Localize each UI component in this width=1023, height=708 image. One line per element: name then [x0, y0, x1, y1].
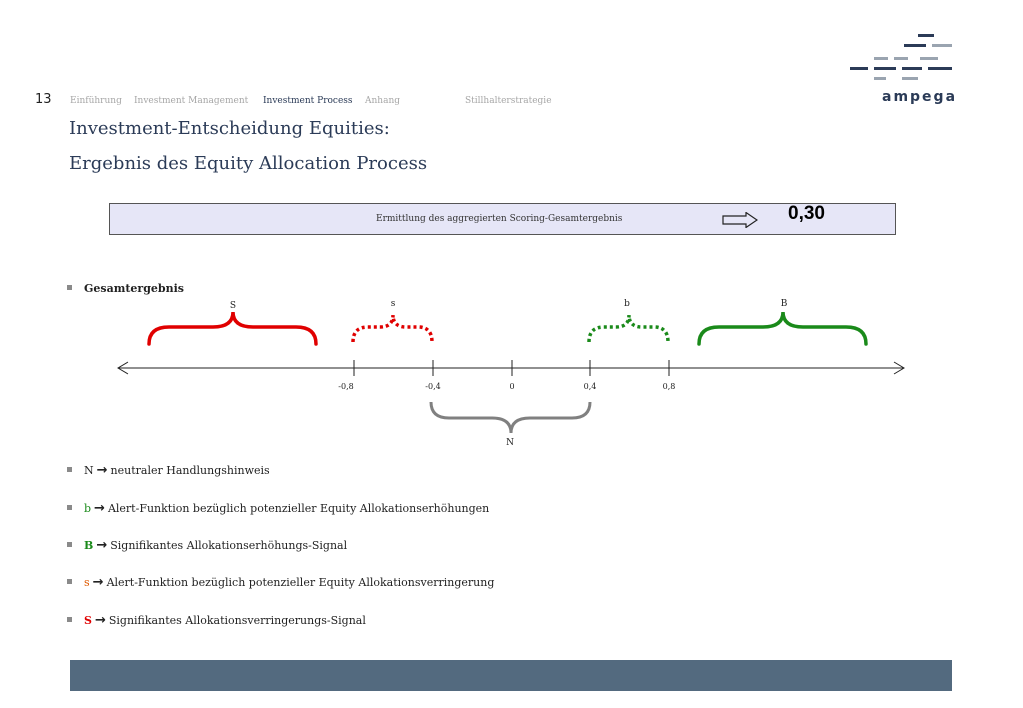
- legend-text-b: Alert-Funktion bezüglich potenzieller Equity Allokationserhöhungen: [107, 502, 490, 515]
- section-heading: Gesamtergebnis: [84, 282, 184, 295]
- bracket-B: [699, 312, 866, 344]
- tick-label-p04: 0,4: [583, 382, 597, 391]
- bracket-s-label: s: [390, 299, 396, 309]
- legend-item-s: [84, 575, 494, 590]
- bracket-N-label: N: [506, 438, 514, 448]
- nav-item-investment-management[interactable]: Investment Management: [134, 96, 249, 106]
- ampega-logo: [846, 30, 956, 110]
- bracket-S-label: S: [229, 301, 237, 311]
- tick-label-m04: -0,4: [425, 382, 441, 391]
- bullet-square: [67, 467, 72, 472]
- scoring-diagram: [0, 290, 1023, 460]
- bracket-B-label: B: [780, 299, 788, 309]
- score-value: 0,30: [788, 203, 825, 224]
- nav-item-anhang[interactable]: Anhang: [365, 96, 401, 106]
- legend-letter-b: b: [84, 502, 92, 515]
- page-title-line2: Ergebnis des Equity Allocation Process: [69, 153, 428, 174]
- right-arrow-icon: [722, 212, 758, 228]
- page-number: 13: [35, 92, 52, 107]
- logo-text: ampega: [882, 89, 958, 105]
- legend-letter-s: s: [84, 576, 90, 589]
- arrow-icon: →: [94, 613, 106, 628]
- legend-text-N: neutraler Handlungshinweis: [110, 464, 270, 477]
- arrow-icon: →: [96, 538, 108, 553]
- footer-bar: [70, 660, 952, 691]
- nav-item-investment-process[interactable]: Investment Process: [263, 96, 353, 106]
- legend-text-s: Alert-Funktion bezüglich potenzieller Equity Allokationsverringerung: [106, 576, 495, 589]
- legend-text-B: Signifikantes Allokationserhöhungs-Signal: [110, 539, 348, 552]
- arrow-icon: →: [96, 463, 108, 478]
- bullet-square: [67, 617, 72, 622]
- score-box: [109, 203, 896, 235]
- tick-label-p08: 0,8: [662, 382, 676, 391]
- legend-item-S: [84, 613, 366, 628]
- bracket-b: [589, 315, 668, 342]
- page-title-line1: Investment-Entscheidung Equities:: [69, 118, 390, 139]
- legend-letter-S: S: [84, 614, 92, 627]
- legend-item-b: [84, 501, 489, 516]
- legend-item-B: [84, 538, 347, 553]
- arrow-icon: →: [92, 575, 104, 590]
- bracket-N: [431, 402, 590, 433]
- bracket-S: [149, 312, 316, 344]
- tick-label-m08: -0,8: [338, 382, 354, 391]
- legend-letter-N: N: [84, 464, 94, 477]
- bullet-square: [67, 505, 72, 510]
- nav-item-stillhalterstrategie[interactable]: Stillhalterstrategie: [465, 96, 552, 106]
- nav-item-einfuehrung[interactable]: Einführung: [70, 96, 122, 106]
- bracket-b-label: b: [624, 299, 630, 309]
- legend-letter-B: B: [84, 539, 94, 552]
- bullet-square: [67, 542, 72, 547]
- bracket-s: [353, 315, 432, 342]
- score-label: Ermittlung des aggregierten Scoring-Gesamtergebnis: [376, 214, 623, 224]
- legend-item-N: [84, 463, 270, 478]
- legend-text-S: Signifikantes Allokationsverringerungs-Signal: [108, 614, 366, 627]
- bullet-square: [67, 579, 72, 584]
- tick-label-0: 0: [509, 382, 515, 391]
- arrow-icon: →: [94, 501, 105, 516]
